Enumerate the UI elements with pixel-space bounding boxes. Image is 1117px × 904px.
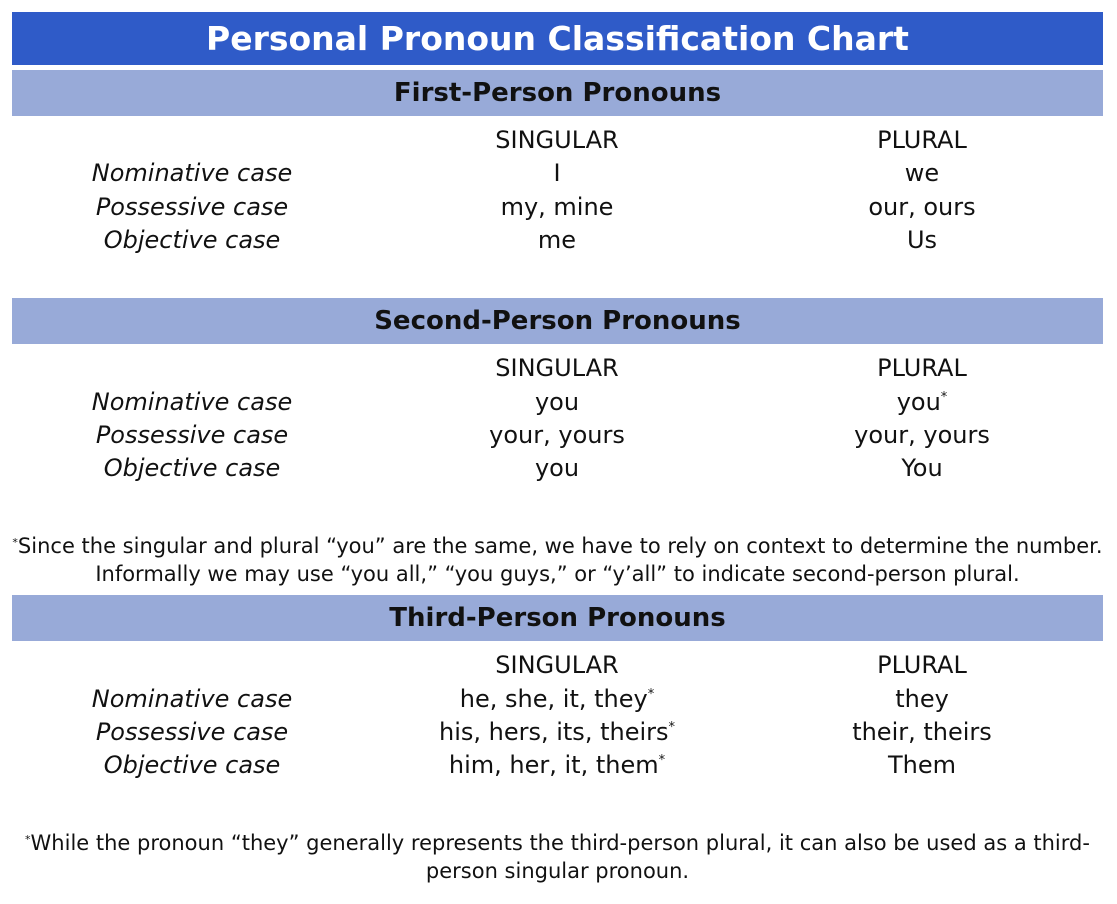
first-possessive-singular: my, mine: [500, 193, 614, 221]
second-plural-header: PLURAL: [877, 354, 967, 382]
second-nominative-plural: [772, 386, 1072, 419]
second-objective-singular: you: [534, 454, 580, 482]
third-objective-plural: Them: [887, 751, 956, 779]
third-nominative-label: Nominative case: [91, 685, 293, 713]
third-possessive-singular: [407, 716, 707, 749]
second-possessive-singular: your, yours: [489, 421, 625, 449]
first-objective-singular: me: [537, 226, 577, 254]
first-plural-header: PLURAL: [877, 126, 967, 154]
third-nominative-singular: [407, 683, 707, 716]
second-nominative-singular: you: [534, 388, 580, 416]
third-possessive-plural: their, theirs: [852, 718, 992, 746]
second-objective-plural: You: [901, 454, 943, 482]
footnote-marker: *: [658, 753, 666, 768]
first-objective-label: Objective case: [103, 226, 281, 254]
third-objective-label: Objective case: [103, 751, 281, 779]
third-person-note: [12, 829, 1103, 885]
third-objective-singular-text: him, her, it, them: [448, 751, 659, 779]
first-possessive-label: Possessive case: [95, 193, 289, 221]
second-person-note-text: Since the singular and plural “you” are the same, we have to rely on context to determine the number. Informally we may use “you all,” “you guys,” or “y’all” to indicate second-person plural.: [17, 534, 1103, 586]
third-objective-singular: [407, 749, 707, 782]
footnote-marker: *: [647, 687, 655, 702]
first-possessive-plural: our, ours: [868, 193, 976, 221]
third-nominative-singular-text: he, she, it, they: [459, 685, 648, 713]
second-person-heading: Second-Person Pronouns: [12, 298, 1103, 344]
third-singular-header: SINGULAR: [495, 651, 619, 679]
second-possessive-plural: your, yours: [854, 421, 990, 449]
third-possessive-singular-text: his, hers, its, theirs: [438, 718, 669, 746]
third-person-note-text: While the pronoun “they” generally represents the third-person plural, it can also be used as a third-person singular pronoun.: [30, 831, 1090, 883]
second-nominative-plural-text: you: [896, 388, 941, 416]
footnote-marker: *: [12, 536, 18, 549]
second-objective-label: Objective case: [103, 454, 281, 482]
second-possessive-label: Possessive case: [95, 421, 289, 449]
third-nominative-plural: they: [895, 685, 949, 713]
second-person-note: [12, 532, 1103, 588]
footnote-marker: *: [668, 720, 675, 735]
first-objective-plural: Us: [906, 226, 938, 254]
footnote-marker: *: [25, 833, 31, 846]
third-plural-header: PLURAL: [877, 651, 967, 679]
chart-title: Personal Pronoun Classification Chart: [12, 12, 1103, 65]
second-singular-header: SINGULAR: [495, 354, 619, 382]
third-person-heading: Third-Person Pronouns: [12, 595, 1103, 641]
first-singular-header: SINGULAR: [495, 126, 619, 154]
first-nominative-singular: I: [553, 159, 561, 187]
first-nominative-plural: we: [904, 159, 940, 187]
first-person-heading: First-Person Pronouns: [12, 70, 1103, 116]
second-nominative-label: Nominative case: [91, 388, 293, 416]
footnote-marker: *: [940, 390, 948, 405]
first-nominative-label: Nominative case: [91, 159, 293, 187]
third-possessive-label: Possessive case: [95, 718, 289, 746]
